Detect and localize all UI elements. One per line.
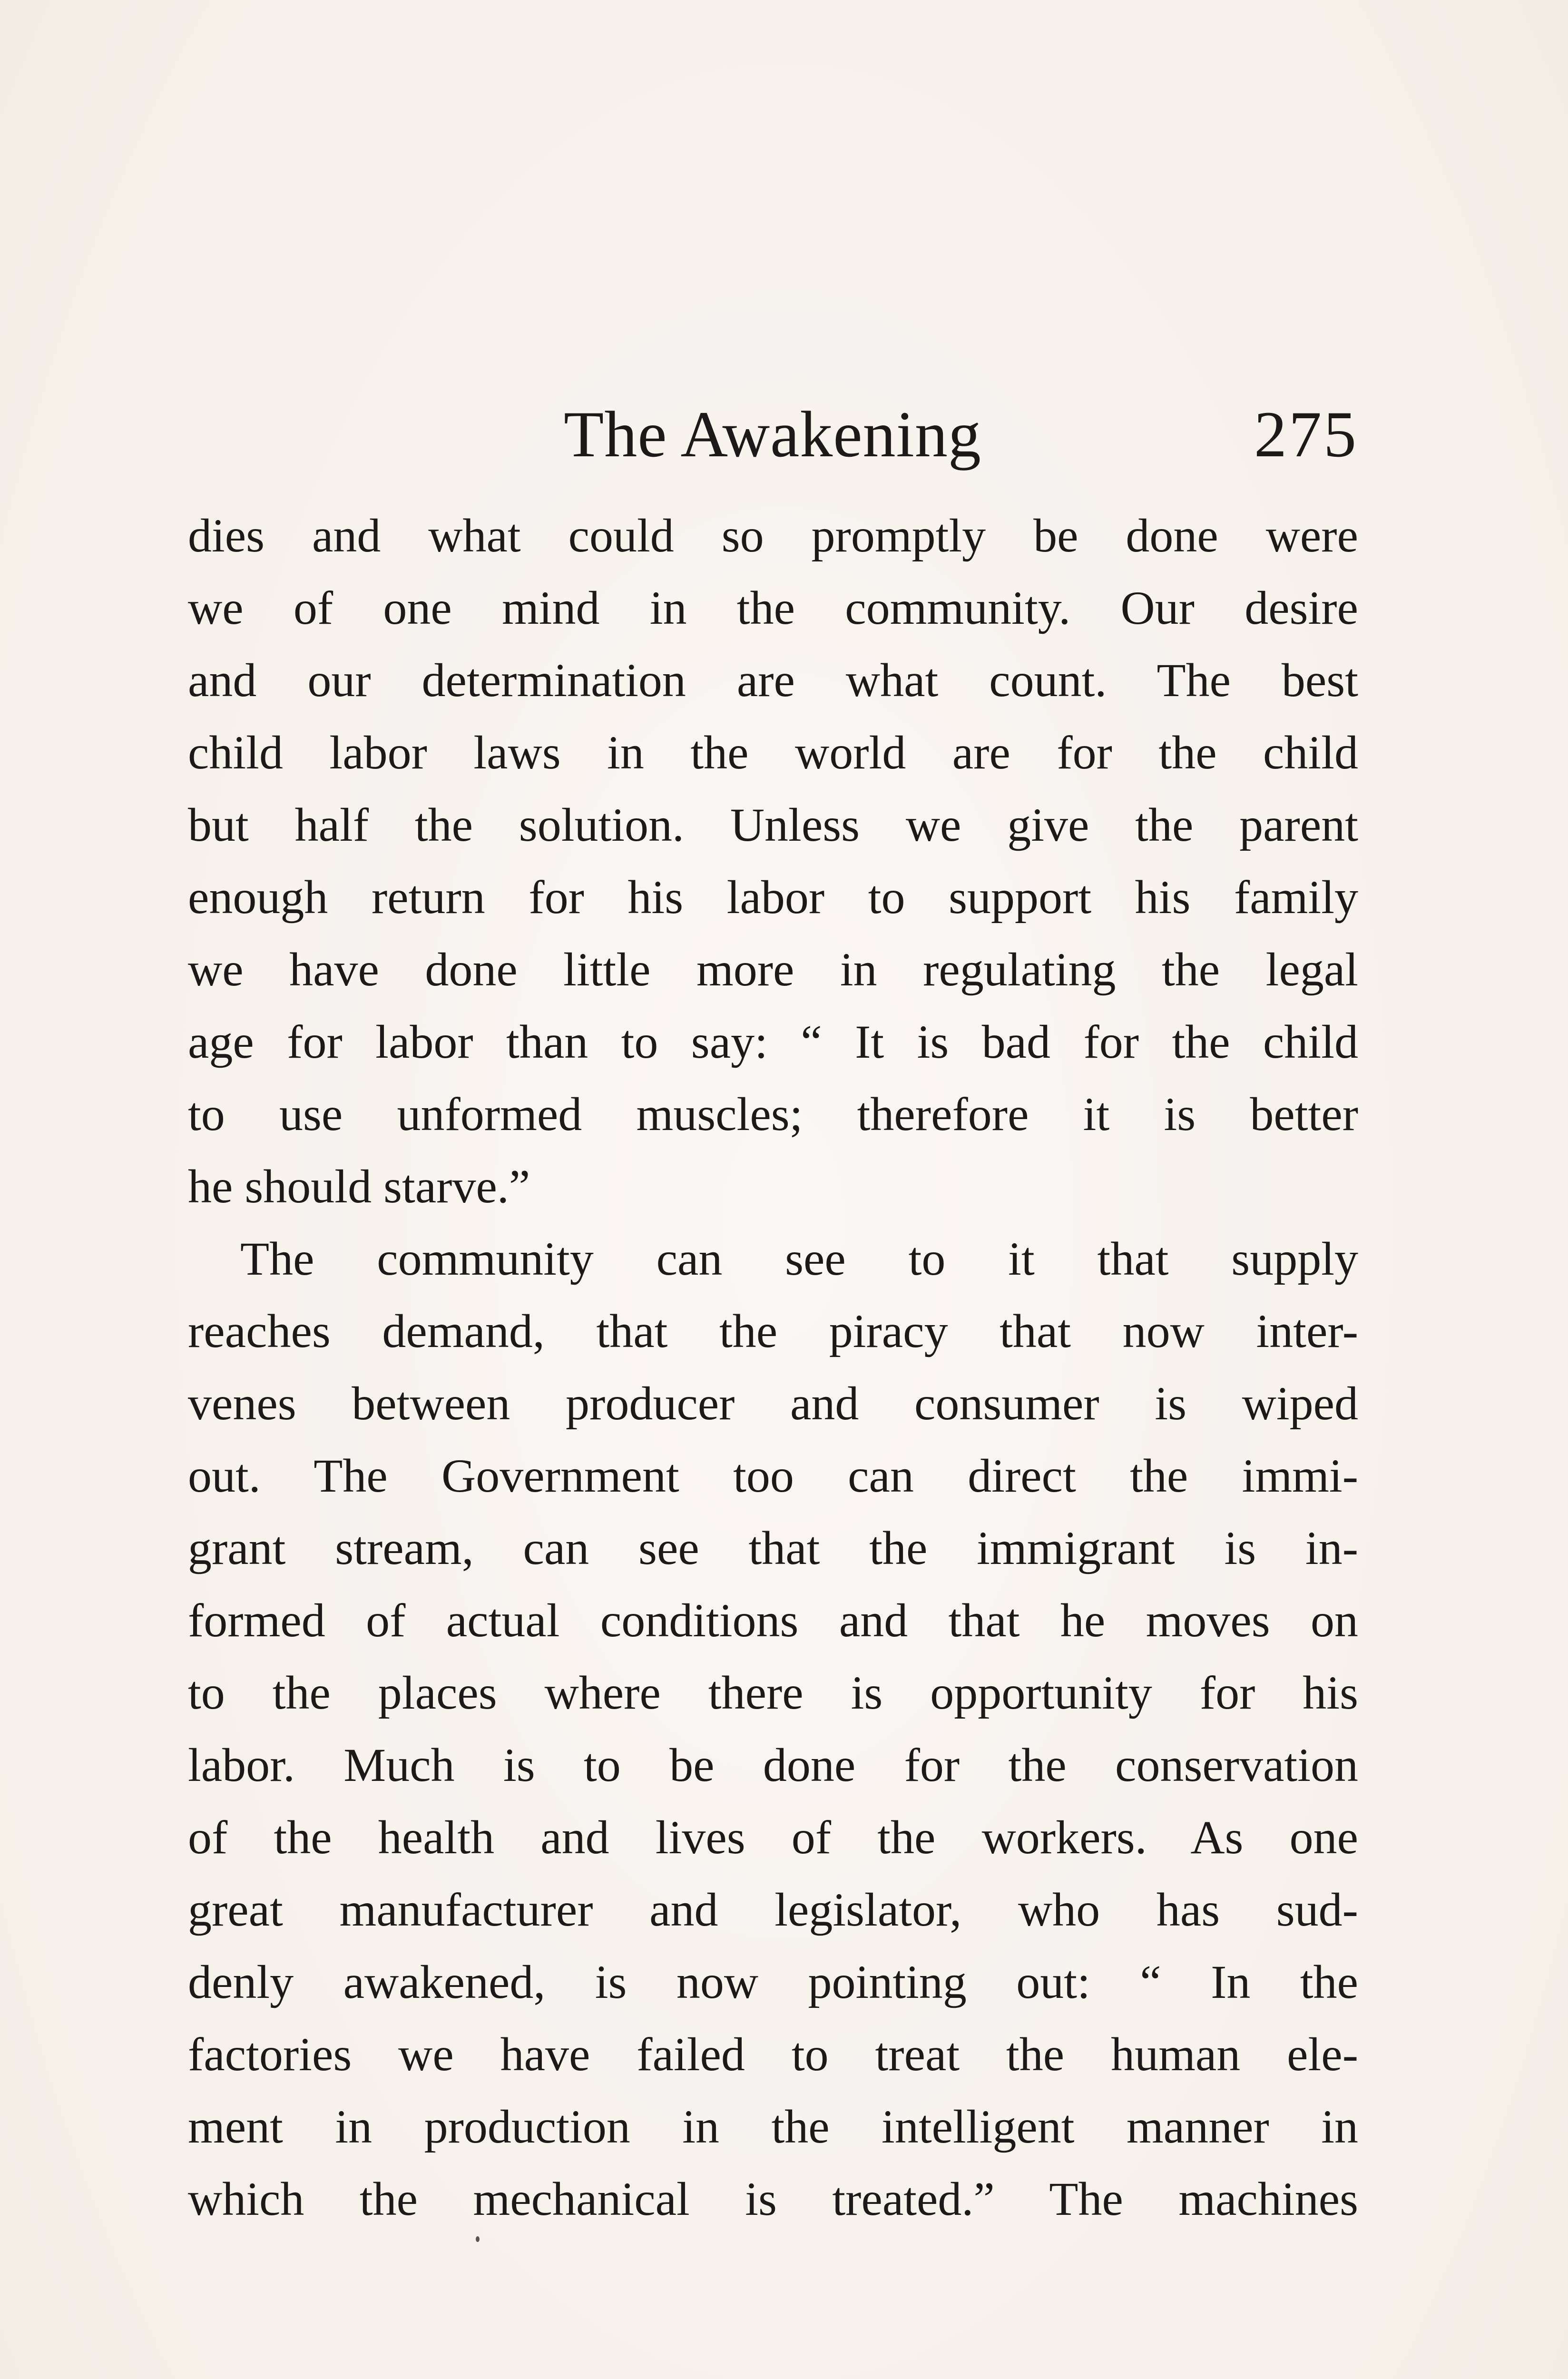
text-line: to use unformed muscles; therefore it is better: [188, 1088, 1358, 1140]
running-title: The Awakening: [564, 398, 981, 471]
text-line: we of one mind in the community. Our desire: [188, 581, 1358, 634]
text-line: and our determination are what count. The best: [188, 654, 1358, 707]
text-line: The community can see to it that supply: [240, 1232, 1358, 1285]
running-head: [188, 394, 1358, 475]
text-line: to the places where there is opportunity for his: [188, 1666, 1358, 1719]
text-line: denly awakened, is now pointing out: “ In the: [188, 1956, 1358, 2008]
text-line: age for labor than to say: “ It is bad for the child: [188, 1015, 1358, 1068]
text-line: grant stream, can see that the immigrant is in-: [188, 1522, 1358, 1574]
text-line: but half the solution. Unless we give the parent: [188, 798, 1358, 851]
text-line: reaches demand, that the piracy that now inter-: [188, 1305, 1358, 1357]
text-line: dies and what could so promptly be done were: [188, 509, 1358, 562]
text-line: he should starve.”: [188, 1160, 530, 1213]
text-line: which the mechanical is treated.” The machines: [188, 2173, 1358, 2225]
text-line: formed of actual conditions and that he moves on: [188, 1594, 1358, 1647]
page-number: 275: [1254, 398, 1358, 471]
text-line: factories we have failed to treat the human ele-: [188, 2028, 1358, 2081]
text-line: enough return for his labor to support his family: [188, 871, 1358, 924]
text-line: venes between producer and consumer is wiped: [188, 1377, 1358, 1430]
text-line: out. The Government too can direct the immi-: [188, 1449, 1358, 1502]
text-line: labor. Much is to be done for the conservation: [188, 1739, 1358, 1791]
text-line: we have done little more in regulating the legal: [188, 943, 1358, 996]
text-line: of the health and lives of the workers. As one: [188, 1811, 1358, 1864]
text-line: great manufacturer and legislator, who has sud-: [188, 1883, 1358, 1936]
text-line: child labor laws in the world are for the child: [188, 726, 1358, 779]
body-text: [188, 500, 1358, 2235]
paper-speck: [476, 2236, 480, 2242]
text-line: ment in production in the intelligent manner in: [188, 2100, 1358, 2153]
